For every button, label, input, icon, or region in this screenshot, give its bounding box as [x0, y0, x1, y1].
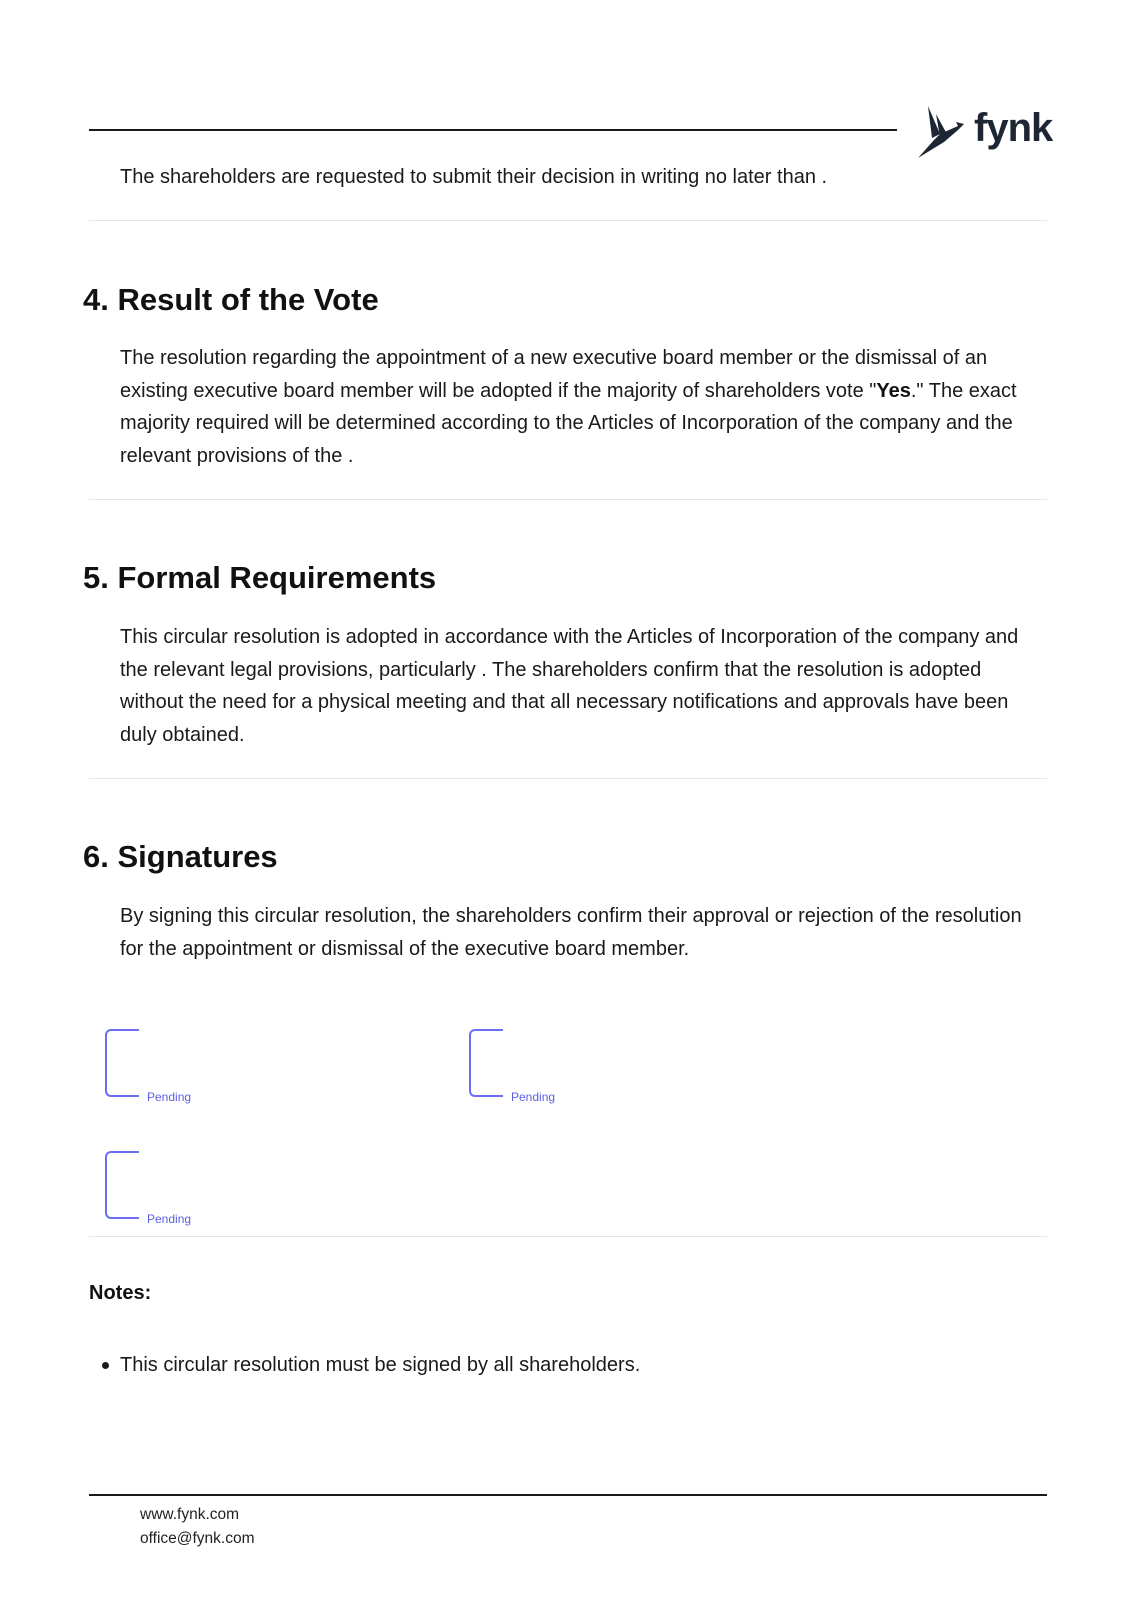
bird-icon [918, 104, 972, 160]
logo-wordmark: fynk [974, 106, 1053, 150]
footer-website-link[interactable]: www.fynk.com [140, 1506, 240, 1523]
notes-list [120, 1350, 640, 1380]
signature-field-3[interactable] [105, 1151, 139, 1219]
intro-paragraph: The shareholders are requested to submit their decision in writing no later than . [120, 166, 828, 188]
bullet-icon [102, 1362, 109, 1369]
section-divider [89, 778, 1047, 779]
result-of-vote-paragraph [120, 342, 1050, 472]
section-divider [89, 499, 1047, 500]
signature-status-3: Pending [147, 1212, 192, 1226]
notes-label: Notes: [89, 1282, 152, 1304]
signature-status-1: Pending [147, 1090, 192, 1104]
section-heading-result-of-vote: 4. Result of the Vote [83, 282, 379, 317]
footer-rule [89, 1494, 1047, 1496]
result-text-start: The resolution regarding the appointment of a new executive board member or the dismissal of an existing executive board member will be adopted if the majority of shareholders vote " [120, 347, 988, 402]
result-text-end: ." The exact majority required will be determined according to the Articles of Incorporation of the company and the relevant provisions of the . [120, 379, 1017, 467]
signature-field-2[interactable] [469, 1029, 503, 1097]
section-divider [89, 220, 1047, 221]
footer-email-link[interactable]: office@fynk.com [140, 1530, 255, 1547]
header-rule [89, 129, 897, 131]
section-heading-signatures: 6. Signatures [83, 839, 278, 874]
signature-field-1[interactable] [105, 1029, 139, 1097]
section-heading-formal-requirements: 5. Formal Requirements [83, 560, 437, 595]
signatures-paragraph: By signing this circular resolution, the shareholders confirm their approval or rejection of the resolution for the appointment or dismissal of the executive board member. [120, 905, 1022, 960]
formal-requirements-paragraph: This circular resolution is adopted in accordance with the Articles of Incorporation of the company and the relevant legal provisions, particularly . The shareholders confirm that the resolution is adopted without the need for a physical meeting and that all necessary notifications and approvals have been duly obtained. [120, 626, 1019, 746]
fynk-logo [918, 104, 1053, 160]
signature-status-2: Pending [511, 1090, 556, 1104]
yes-emphasis: Yes [876, 379, 911, 402]
list-item [120, 1350, 640, 1380]
note-text: This circular resolution must be signed by all shareholders. [120, 1354, 641, 1376]
section-divider [89, 1236, 1047, 1237]
